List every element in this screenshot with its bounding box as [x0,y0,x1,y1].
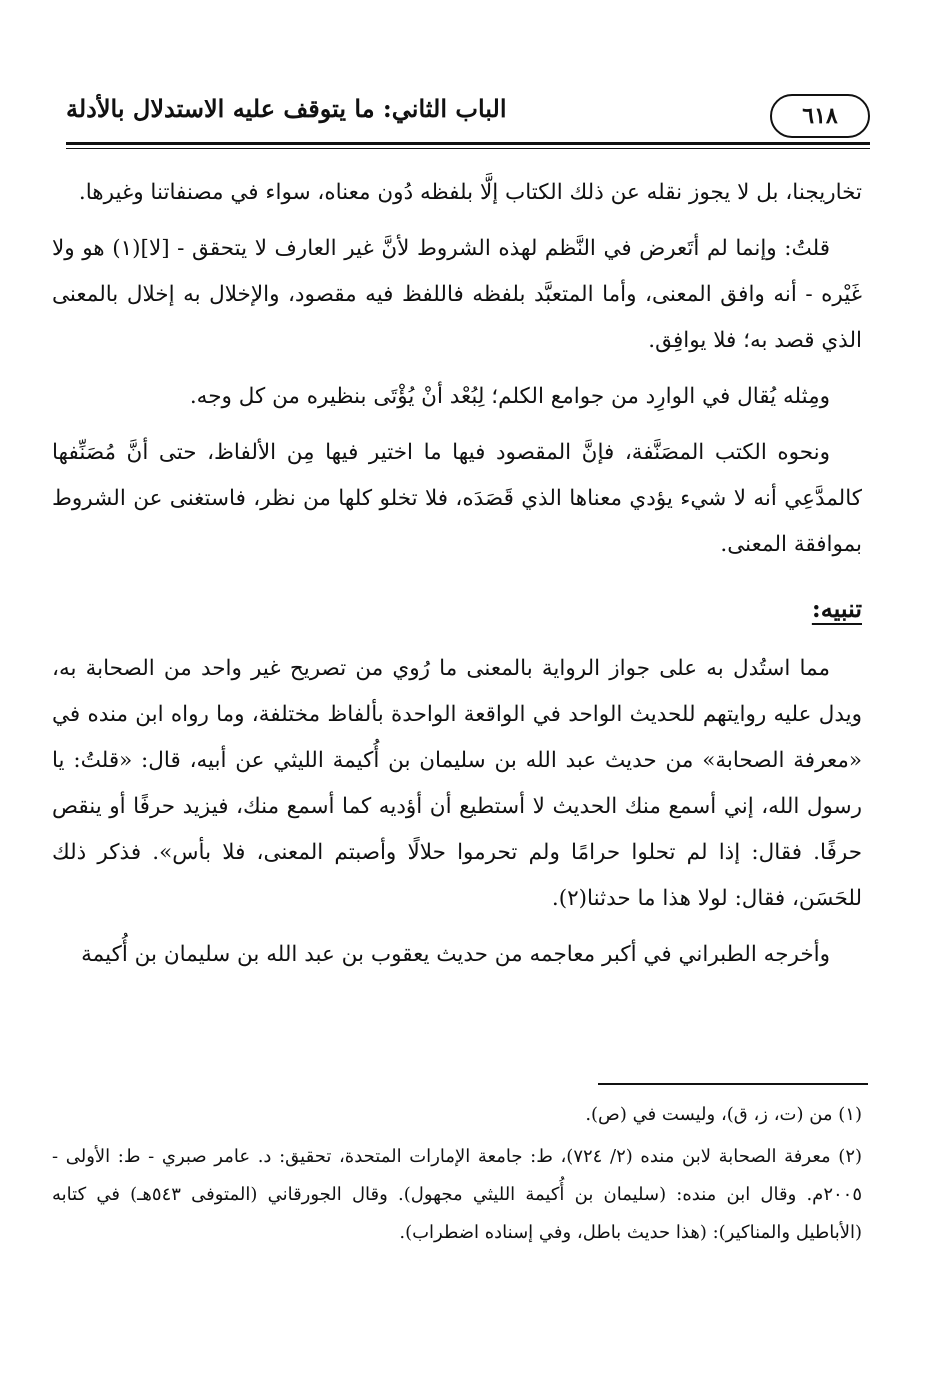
paragraph-4: ونحوه الكتب المصَنَّفة، فإنَّ المقصود فيها ما اختير فيها مِن الألفاظ، حتى أنَّ مُصَنِّفها كالمدَّعِي أنه لا شيء يؤدي معناها الذي قَصَدَه، فلا تخلو كلها من نظر، فاستغنى عن الشروط بموافقة المعنى. [52,440,862,557]
page-number: ٦١٨ [770,94,870,138]
footnotes [52,1096,862,1256]
paragraph-1: تخاريجنا، بل لا يجوز نقله عن ذلك الكتاب إلَّا بلفظه دُون معناه، سواء في مصنفاتنا وغيرها. [78,180,862,205]
header-rule [66,142,870,145]
page-header [66,88,870,148]
paragraph-3: ومِثله يُقال في الوارِد من جوامع الكلم؛ لِبُعْد أنْ يُؤْتَى بنظيره من كل وجه. [189,384,830,409]
main-text [52,170,862,988]
header-rule-thin [66,148,870,149]
running-title: الباب الثاني: ما يتوقف عليه الاستدلال بالأدلة [66,94,507,123]
section-heading: تنبيه: [811,594,862,623]
paragraph-5: مما استُدل به على جواز الرواية بالمعنى ما رُوي من تصريح غير واحد من الصحابة به، ويدل عليه روايتهم للحديث الواحد في الواقعة الواحدة بألفاظ مختلفة، وما رواه ابن منده في «معرفة الصحابة» من حديث عبد الله بن سليمان بن أُكيمة الليثي عن أبيه، قال: «قلتُ: يا رسول الله، إني أسمع منك الحديث لا أستطيع أن أؤديه كما أسمع منك، فيزيد حرفًا أو ينقص حرفًا. فقال: إذا لم تحلوا حرامًا ولم تحرموا حلالًا وأصبتم المعنى، فلا بأس». فذكر ذلك للحَسَن، فقال: لولا هذا ما حدثنا(٢). [52,656,862,911]
paragraph-2: قلتُ: وإنما لم أتَعرض في النَّظم لهذه الشروط لأنَّ غير العارف لا يتحقق - [لا](١) هو ولا غَيْره - أنه وافق المعنى، وأما المتعبَّد بلفظه فاللفظ فيه مقصود، والإخلال به إخلال بالمعنى الذي قصد به؛ فلا يوافِق. [52,236,862,353]
footnote-2: (٢) معرفة الصحابة لابن منده (٢/ ٧٢٤)، ط: جامعة الإمارات المتحدة، تحقيق: د. عامر صبري - ط: الأولى - ٢٠٠٥م. وقال ابن منده: (سليمان بن أُكيمة الليثي مجهول). وقال الجورقاني (المتوفى ٥٤٣هـ) في كتابه (الأباطيل والمناكير): (هذا حديث باطل، وفي إسناده اضطراب). [52,1146,863,1243]
footnote-divider [598,1083,868,1085]
paragraph-6: وأخرجه الطبراني في أكبر معاجمه من حديث يعقوب بن عبد الله بن سليمان بن أُكيمة [81,942,830,967]
footnote-1: (١) من (ت، ز، ق)، وليست في (ص). [585,1104,862,1125]
